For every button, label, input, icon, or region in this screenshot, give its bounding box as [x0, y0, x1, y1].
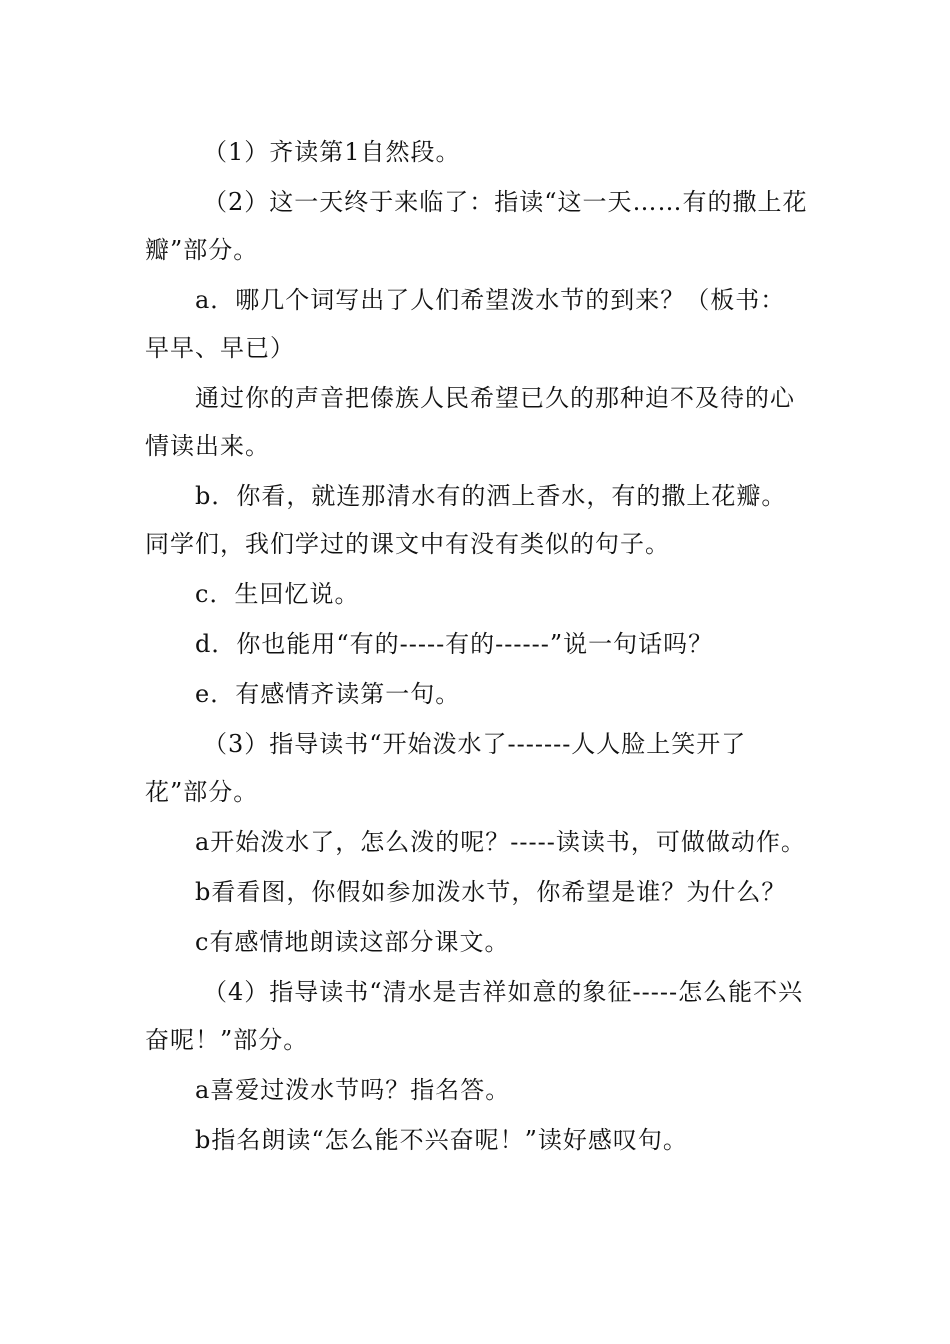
paragraph: a开始泼水了，怎么泼的呢？-----读读书，可做做动作。: [195, 828, 806, 856]
paragraph: e．有感情齐读第一句。: [195, 680, 461, 708]
paragraph: （3）指导读书“开始泼水了-------人人脸上笑开了花”部分。: [145, 730, 747, 806]
paragraph: （2）这一天终于来临了：指读“这一天……有的撒上花瓣”部分。: [145, 188, 808, 264]
paragraph: c．生回忆说。: [195, 580, 360, 608]
paragraph: a．哪几个词写出了人们希望泼水节的到来？（板书：早早、早已）: [145, 286, 786, 362]
paragraph: （1）齐读第1自然段。: [203, 138, 461, 166]
paragraph: 通过你的声音把傣族人民希望已久的那种迫不及待的心情读出来。: [145, 384, 795, 460]
paragraph: b看看图，你假如参加泼水节，你希望是谁？为什么？: [195, 878, 787, 906]
paragraph: b指名朗读“怎么能不兴奋呢！”读好感叹句。: [195, 1126, 688, 1154]
paragraph: b．你看，就连那清水有的洒上香水，有的撒上花瓣。同学们，我们学过的课文中有没有类似的句子。: [145, 482, 787, 558]
paragraph: a喜爱过泼水节吗？指名答。: [195, 1076, 511, 1104]
paragraph: （4）指导读书“清水是吉祥如意的象征-----怎么能不兴奋呢！”部分。: [145, 978, 804, 1054]
document-body: [145, 128, 809, 1166]
paragraph: d．你也能用“有的-----有的------”说一句话吗？: [195, 630, 714, 658]
paragraph: c有感情地朗读这部分课文。: [195, 928, 510, 956]
